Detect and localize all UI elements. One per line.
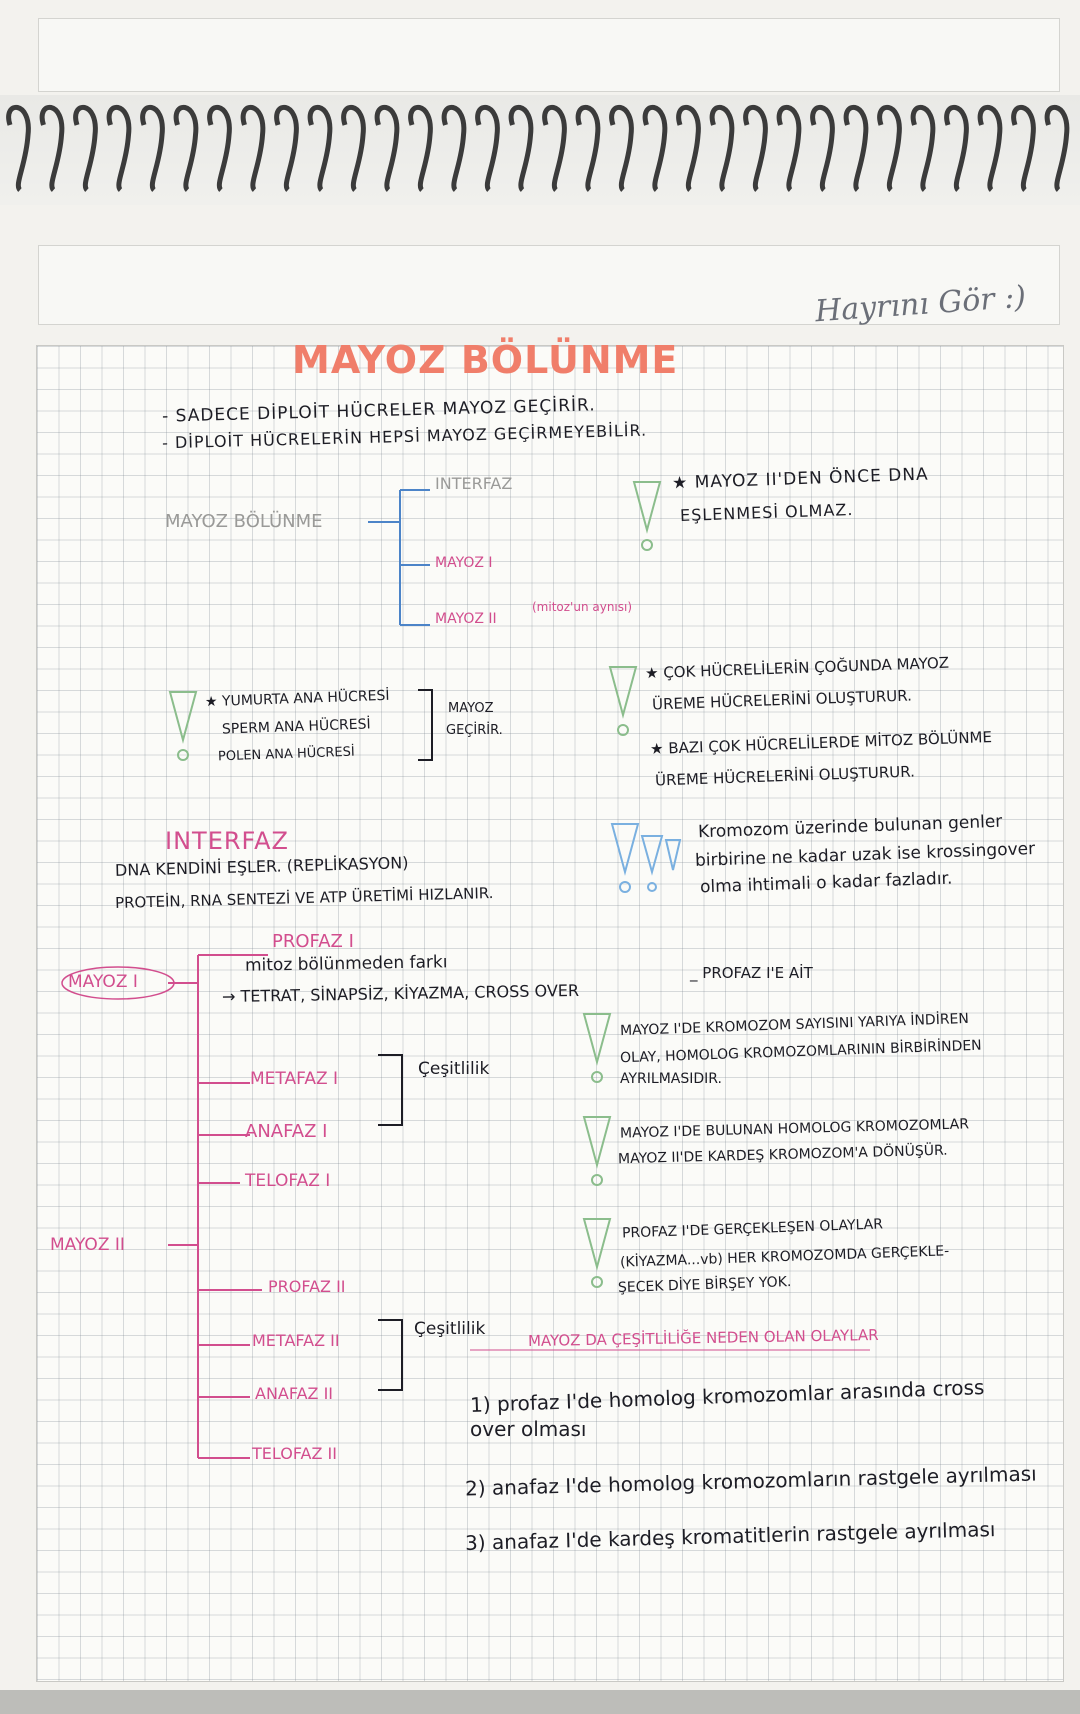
note-right-2a: MAYOZ I'DE BULUNAN HOMOLOG KROMOZOMLAR: [619, 1116, 970, 1142]
intro-line-2: - DİPLOİT HÜCRELERİN HEPSİ MAYOZ GEÇİRMEYEBİLİR.: [161, 420, 648, 453]
note-dna-2: EŞLENMESİ OLMAZ.: [679, 499, 854, 526]
variety-1: Çeşitlilik: [418, 1059, 490, 1079]
interfaz-line-2: PROTEİN, RNA SENTEZİ VE ATP ÜRETİMİ HIZLANIR.: [114, 884, 494, 912]
anafaz-1: ANAFAZ I: [245, 1121, 328, 1142]
intro-line-1: - SADECE DİPLOİT HÜCRELER MAYOZ GEÇİRİR.: [161, 395, 596, 427]
variety-heading: MAYOZ DA ÇEŞİTLİLİĞE NEDEN OLAN OLAYLAR: [527, 1325, 879, 1351]
cell-egg: ★ YUMURTA ANA HÜCRESİ: [204, 687, 390, 711]
tree-1-mayoz-2: MAYOZ II: [435, 611, 497, 627]
note-reproduction-4: ÜREME HÜCRELERİNİ OLUŞTURUR.: [654, 762, 916, 790]
tree-1-interfaz: INTERFAZ: [435, 474, 513, 493]
anafaz-2: ANAFAZ II: [255, 1384, 334, 1403]
variety-item-1: 1) profaz I'de homolog kromozomlar arasında cross: [469, 1375, 985, 1417]
telofaz-2: TELOFAZ II: [252, 1444, 337, 1463]
exclamation-icon: [632, 480, 662, 555]
exclamation-icon: [610, 822, 690, 897]
note-right-3a: PROFAZ I'DE GERÇEKLEŞEN OLAYLAR: [621, 1216, 884, 1242]
note-reproduction-2: ÜREME HÜCRELERİNİ OLUŞTURUR.: [651, 686, 913, 714]
mayoz-2-label: MAYOZ II: [50, 1235, 125, 1255]
note-reproduction-3: ★ BAZI ÇOK HÜCRELİLERDE MİTOZ BÖLÜNME: [649, 728, 993, 758]
variety-2: Çeşitlilik: [414, 1319, 486, 1339]
signature: Hayrını Gör :): [814, 279, 1028, 330]
profaz-1: PROFAZ I: [272, 931, 354, 952]
note-right-2b: MAYOZ II'DE KARDEŞ KROMOZOM'A DÖNÜŞÜR.: [617, 1142, 948, 1168]
interfaz-heading: INTERFAZ: [165, 827, 289, 855]
metafaz-1: METAFAZ I: [250, 1069, 339, 1089]
variety-item-1b: over olması: [470, 1417, 587, 1441]
note-reproduction-1: ★ ÇOK HÜCRELİLERİN ÇOĞUNDA MAYOZ: [644, 653, 950, 683]
exclamation-icon: [168, 690, 198, 765]
variety-bracket-1: [378, 1055, 402, 1125]
profaz-1-terms: → TETRAT, SİNAPSİZ, KİYAZMA, CROSS OVER: [221, 980, 580, 1007]
cell-sperm: SPERM ANA HÜCRESİ: [221, 716, 371, 738]
variety-item-3: 3) anafaz I'de kardeş kromatitlerin rastgele ayrılması: [464, 1517, 996, 1555]
note-right-1c: AYRILMASIDIR.: [620, 1071, 722, 1087]
note-crossing-1: Kromozom üzerinde bulunan genler: [697, 811, 1003, 843]
exclamation-icon: [608, 665, 638, 740]
page-title: MAYOZ BÖLÜNME: [292, 338, 679, 382]
telofaz-1: TELOFAZ I: [245, 1171, 331, 1191]
profaz-1-suffix: _ PROFAZ I'E AİT: [690, 964, 813, 982]
profaz-2: PROFAZ II: [268, 1277, 346, 1296]
cell-pollen: POLEN ANA HÜCRESİ: [217, 744, 355, 765]
variety-item-2: 2) anafaz I'de homolog kromozomların rastgele ayrılması: [464, 1461, 1037, 1501]
note-crossing-2: birbirine ne kadar uzak ise krossingover: [694, 839, 1036, 871]
cells-result-1: MAYOZ: [448, 701, 494, 716]
cells-bracket: [418, 690, 432, 760]
note-crossing-3: olma ihtimali o kadar fazladır.: [699, 868, 953, 898]
note-dna-1: ★ MAYOZ II'DEN ÖNCE DNA: [671, 464, 929, 494]
tree-1-mayoz-1: MAYOZ I: [435, 555, 493, 571]
exclamation-icon: [582, 1115, 612, 1190]
profaz-1-note: mitoz bölünmeden farkı: [244, 952, 448, 976]
tree-1-root: MAYOZ BÖLÜNME: [165, 511, 323, 532]
mayoz-1-label: MAYOZ I: [68, 972, 138, 992]
metafaz-2: METAFAZ II: [252, 1331, 340, 1350]
note-right-1b: OLAY, HOMOLOG KROMOZOMLARININ BİRBİRİNDEN: [619, 1037, 982, 1067]
exclamation-icon: [582, 1217, 612, 1292]
exclamation-icon: [582, 1012, 612, 1087]
variety-bracket-2: [378, 1320, 402, 1390]
interfaz-line-1: DNA KENDİNİ EŞLER. (REPLİKASYON): [114, 853, 409, 880]
page-edge: [0, 1690, 1080, 1714]
cells-result-2: GEÇİRİR.: [446, 723, 503, 738]
note-right-3b: (KİYAZMA...vb) HER KROMOZOMDA GERÇEKLE-: [619, 1243, 950, 1271]
tree-1-lines: [368, 490, 430, 625]
note-right-3c: ŞECEK DİYE BİRŞEY YOK.: [617, 1273, 792, 1297]
mayoz-tree-lines: [168, 955, 268, 1458]
tree-1-note: (mitoz'un aynısı): [532, 600, 633, 614]
note-right-1a: MAYOZ I'DE KROMOZOM SAYISINI YARIYA İNDİREN: [619, 1010, 970, 1040]
